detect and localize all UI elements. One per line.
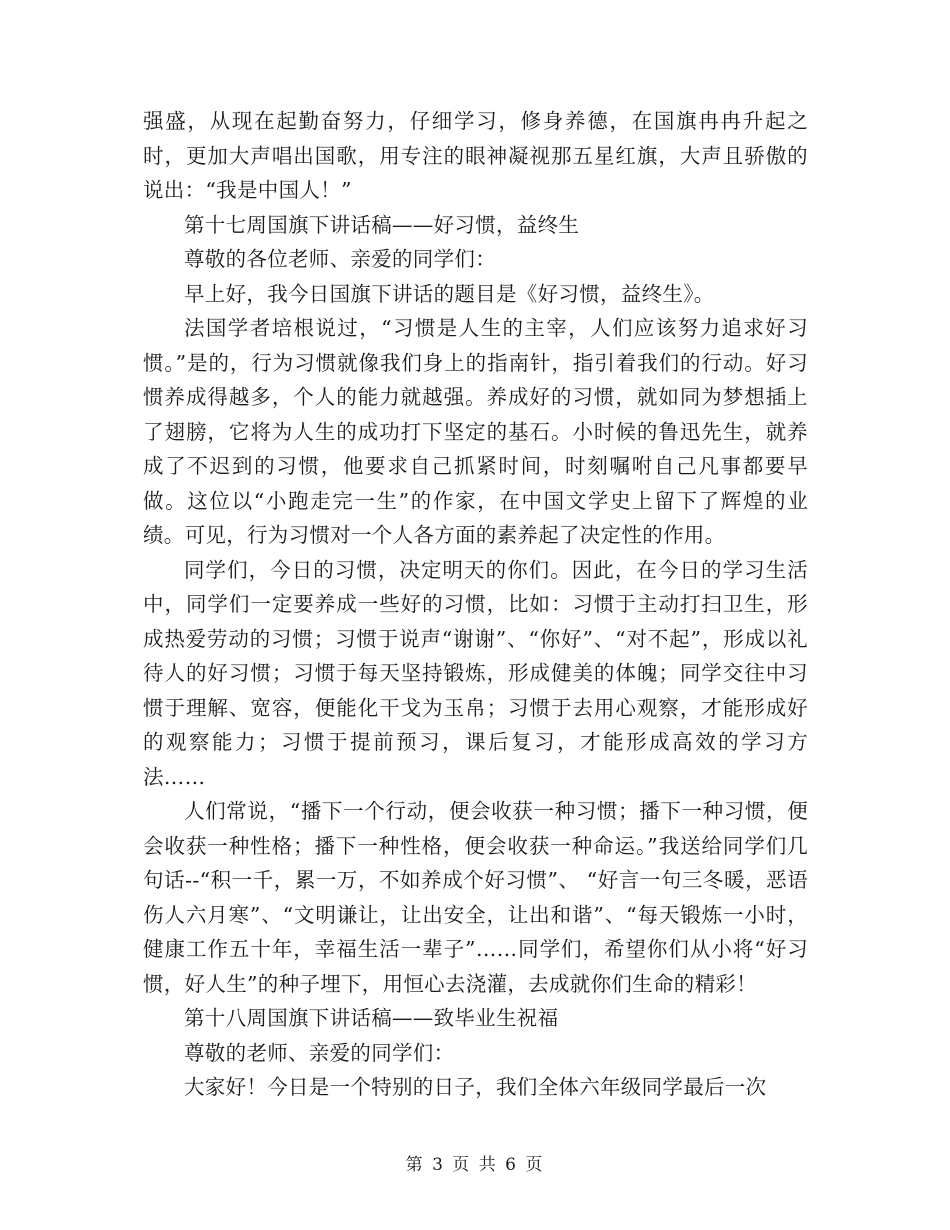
paragraph: 强盛，从现在起勤奋努力，仔细学习，修身养德，在国旗冉冉升起之时，更加大声唱出国歌，用专注的眼神凝视那五星红旗，大声且骄傲的说出：“我是中国人！”: [143, 109, 808, 202]
page-number: 第 3 页 共 6 页: [405, 1155, 545, 1175]
paragraph: 法国学者培根说过，“习惯是人生的主宰，人们应该努力追求好习惯。”是的，行为习惯就像我们身上的指南针，指引着我们的行动。好习惯养成得越多，个人的能力就越强。养成好的习惯，就如同为梦想插上了翅膀，它将为人生的成功打下坚定的基石。小时候的鲁迅先生，就养成了不迟到的习惯，他要求自己抓紧时间，时刻嘱咐自己凡事都要早做。这位以“小跑走完一生”的作家，在中国文学史上留下了辉煌的业绩。可见，行为习惯对一个人各方面的素养起了决定性的作用。: [143, 316, 808, 547]
paragraph: 早上好，我今日国旗下讲话的题目是《好习惯，益终生》。: [184, 281, 715, 306]
paragraph: 人们常说，“播下一个行动，便会收获一种习惯；播下一种习惯，便会收获一种性格；播下一种性格，便会收获一种命运。”我送给同学们几句话--“积一千，累一万，不如养成个好习惯”、 “好言一句三冬暖，恶语伤人六月寒”、“文明谦让，让出安全，让出和谐”、“每天锻炼一小时，健康工作五十年，幸福生活一辈子”……同学们，希望你们从小将“好习惯，好人生”的种子埋下，用恒心去浇灌，去成就你们生命的精彩！: [143, 799, 808, 996]
section-heading: 第十八周国旗下讲话稿——致毕业生祝福: [184, 1006, 559, 1030]
document-body: [143, 104, 808, 1105]
paragraph: 大家好！今日是一个特别的日子，我们全体六年级同学最后一次: [184, 1075, 767, 1099]
paragraph: 同学们，今日的习惯，决定明天的你们。因此，在今日的学习生活中，同学们一定要养成一些好的习惯，比如：习惯于主动打扫卫生，形成热爱劳动的习惯；习惯于说声“谢谢”、“你好”、“对不起”，形成以礼待人的好习惯；习惯于每天坚持锻炼，形成健美的体魄；同学交往中习惯于理解、宽容，便能化干戈为玉帛；习惯于去用心观察，才能形成好的观察能力；习惯于提前预习，课后复习，才能形成高效的学习方法……: [143, 557, 808, 789]
salutation: 尊敬的老师、亲爱的同学们：: [184, 1040, 455, 1065]
section-heading: 第十七周国旗下讲话稿——好习惯，益终生: [184, 212, 580, 237]
salutation: 尊敬的各位老师、亲爱的同学们：: [184, 247, 496, 271]
